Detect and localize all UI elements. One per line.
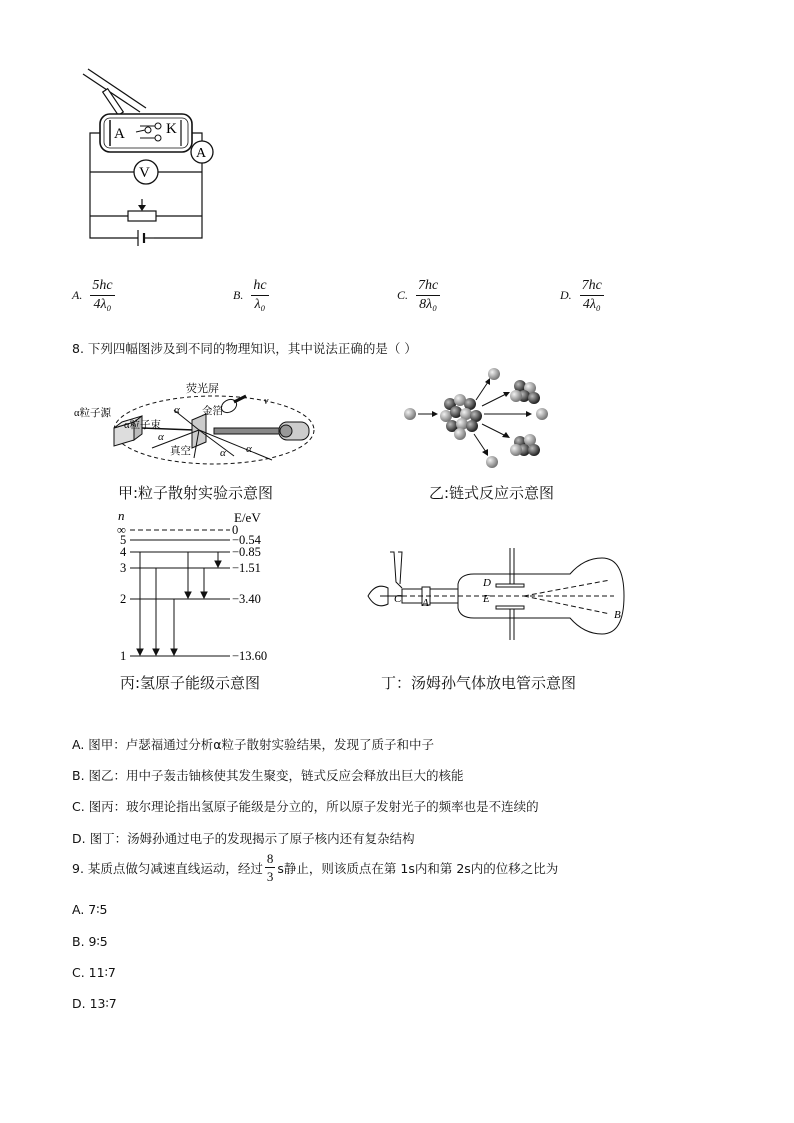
uranium-nucleus: [440, 394, 482, 440]
level-energy-label: 0: [232, 523, 239, 537]
denominator: λ₀: [254, 297, 266, 312]
level-energy-label: −1.51: [232, 561, 261, 575]
label-E: E: [483, 593, 490, 605]
q8-stem: 8. 下列四幅图涉及到不同的物理知识，其中说法正确的是（ ）: [72, 341, 417, 356]
q7-option-d[interactable]: [560, 279, 604, 312]
option-letter: A.: [72, 288, 83, 302]
option-fraction: [251, 279, 268, 312]
label-A: A: [422, 597, 429, 609]
alpha-label: α: [246, 443, 252, 455]
hydrogen-energy-level-figure: [112, 506, 292, 664]
energy-axis-label: E/eV: [234, 510, 261, 525]
numerator: 5hc: [90, 279, 114, 296]
numerator: hc: [251, 279, 268, 296]
q9-stem-pre: 9. 某质点做匀减速直线运动，经过: [72, 860, 263, 876]
fig-bing-caption: 丙:氢原子能级示意图: [120, 674, 261, 692]
q8-option-b[interactable]: B. 图乙：用中子轰击铀核使其发生聚变，链式反应会释放出巨大的核能: [72, 768, 464, 783]
fragment-lower: [510, 434, 540, 456]
level-n-label: 4: [120, 545, 127, 559]
q9-option-d[interactable]: D. 13∶7: [72, 996, 117, 1011]
v-label: v: [264, 396, 269, 407]
q9-stem: [72, 852, 558, 883]
level-energy-label: −3.40: [232, 592, 261, 606]
source-label: α粒子源: [74, 408, 112, 419]
level-energy-label: −0.54: [232, 533, 261, 547]
numerator: 8: [266, 851, 274, 866]
fragment-upper: [510, 380, 540, 404]
q7-option-b[interactable]: [233, 279, 269, 312]
fig-yi-caption: 乙:链式反应示意图: [429, 484, 555, 502]
n-axis-label: n: [118, 508, 125, 523]
photoelectric-circuit-diagram: [78, 66, 223, 246]
q7-option-c[interactable]: [397, 279, 440, 312]
option-letter: B.: [233, 288, 244, 302]
thomson-discharge-tube-figure: [362, 544, 632, 646]
alpha-scattering-figure: [74, 380, 324, 480]
q9-fraction: [265, 852, 276, 883]
label-D: D: [483, 577, 491, 589]
label-B: B: [614, 609, 621, 621]
cathode-label: K: [166, 121, 177, 137]
denominator: 4λ₀: [582, 297, 601, 312]
q8-option-d[interactable]: D. 图丁：汤姆孙通过电子的发现揭示了原子核内还有复杂结构: [72, 831, 415, 846]
level-n-label: 2: [120, 592, 127, 606]
denominator: 8λ₀: [419, 297, 438, 312]
vacuum-label: 真空: [170, 446, 191, 457]
denominator: 3: [266, 869, 274, 884]
q9-stem-post: s静止，则该质点在第 1s内和第 2s内的位移之比为: [277, 860, 559, 876]
screen-label: 荧光屏: [186, 382, 219, 395]
q9-option-c[interactable]: C. 11∶7: [72, 965, 116, 980]
fig-ding-caption: 丁：汤姆孙气体放电管示意图: [381, 674, 577, 692]
q7-option-a[interactable]: [72, 279, 115, 312]
level-n-label: 5: [120, 533, 127, 547]
fig-jia-caption: 甲:粒子散射实验示意图: [118, 484, 274, 502]
q8-option-a[interactable]: A. 图甲：卢瑟福通过分析α粒子散射实验结果，发现了质子和中子: [72, 737, 435, 752]
level-energy-label: −13.60: [232, 649, 268, 663]
foil-label: 金箔: [202, 406, 223, 417]
anode-label: A: [114, 126, 125, 142]
numerator: 7hc: [416, 279, 440, 296]
q9-option-b[interactable]: B. 9∶5: [72, 934, 108, 949]
label-C: C: [394, 593, 402, 605]
chain-reaction-figure: [398, 364, 558, 474]
voltmeter-label: V: [139, 165, 150, 181]
level-n-label: 1: [120, 649, 127, 663]
option-fraction: [416, 279, 440, 312]
alpha-label: α: [158, 431, 164, 443]
level-n-label: ∞: [117, 523, 126, 537]
numerator: 7hc: [580, 279, 604, 296]
alpha-label: α: [174, 404, 180, 416]
q9-option-a[interactable]: A. 7∶5: [72, 902, 108, 917]
level-energy-label: −0.85: [232, 545, 261, 559]
ammeter-label: A: [196, 146, 207, 161]
option-fraction: [90, 279, 114, 312]
level-n-label: 3: [120, 561, 127, 575]
beam-label: α粒子束: [124, 420, 162, 431]
option-letter: D.: [560, 288, 572, 302]
q8-option-c[interactable]: C. 图丙：玻尔理论指出氢原子能级是分立的，所以原子发射光子的频率也是不连续的: [72, 799, 539, 814]
option-fraction: [580, 279, 604, 312]
denominator: 4λ₀: [93, 297, 112, 312]
option-letter: C.: [397, 288, 409, 302]
alpha-label: α: [220, 447, 226, 459]
